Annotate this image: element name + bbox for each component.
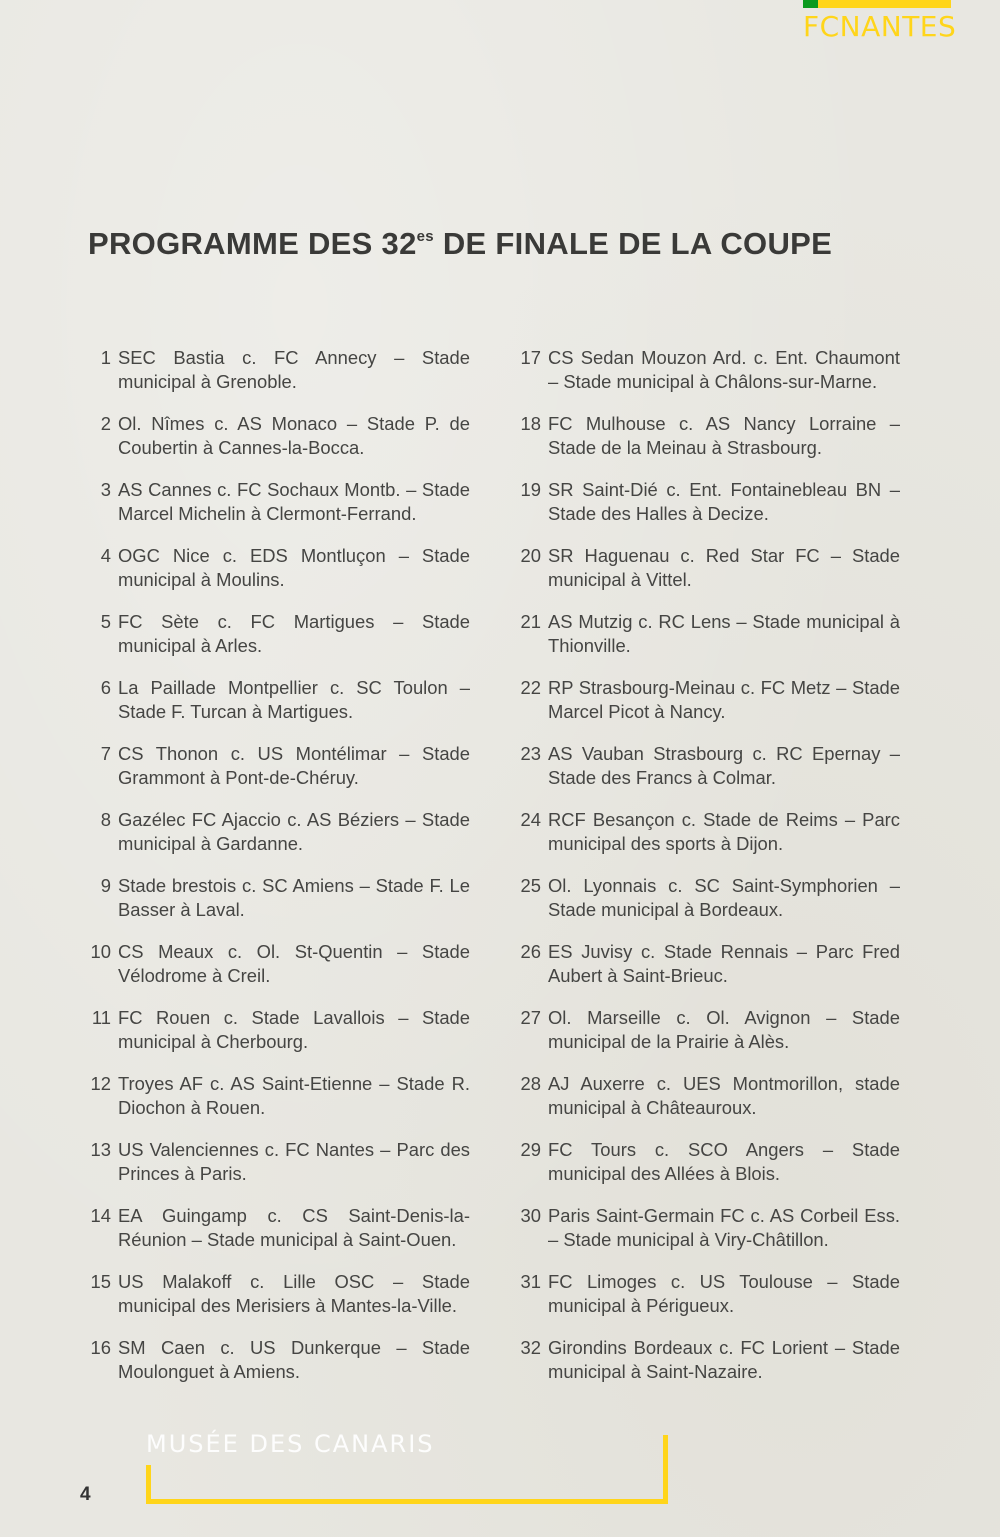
match-item	[80, 478, 470, 525]
match-item	[510, 346, 900, 393]
match-text: Troyes AF c. AS Saint-Etienne – Stade R. Diochon à Rouen.	[118, 1073, 470, 1118]
match-number: 9	[100, 875, 111, 896]
match-text: FC Rouen c. Stade Lavallois – Stade municipal à Cherbourg.	[118, 1007, 470, 1052]
match-text: CS Thonon c. US Montélimar – Stade Grammont à Pont-de-Chéruy.	[118, 743, 470, 788]
match-number: 19	[520, 479, 541, 500]
match-text: FC Sète c. FC Martigues – Stade municipal à Arles.	[118, 611, 470, 656]
brand-name: FCNANTES	[803, 10, 957, 43]
matches-right-column	[510, 346, 900, 1402]
match-number: 2	[100, 413, 111, 434]
match-item	[510, 676, 900, 723]
match-item	[510, 874, 900, 921]
match-number: 31	[520, 1271, 541, 1292]
title-prefix: PROGRAMME DES 32	[88, 226, 417, 261]
match-item	[80, 1204, 470, 1251]
match-item	[80, 676, 470, 723]
match-number: 13	[90, 1139, 111, 1160]
matches-left-column	[80, 346, 470, 1402]
match-text: Ol. Lyonnais c. SC Saint-Symphorien – Stade municipal à Bordeaux.	[548, 875, 900, 920]
match-text: AS Mutzig c. RC Lens – Stade municipal à Thionville.	[548, 611, 900, 656]
match-number: 25	[520, 875, 541, 896]
match-item	[80, 1138, 470, 1185]
match-text: CS Sedan Mouzon Ard. c. Ent. Chaumont – Stade municipal à Châlons-sur-Marne.	[548, 347, 900, 392]
match-item	[80, 808, 470, 855]
match-number: 22	[520, 677, 541, 698]
match-item	[80, 610, 470, 657]
page-title	[88, 226, 898, 262]
match-number: 8	[100, 809, 111, 830]
match-number: 16	[90, 1337, 111, 1358]
match-item	[510, 1204, 900, 1251]
match-item	[80, 412, 470, 459]
match-text: OGC Nice c. EDS Montluçon – Stade municipal à Moulins.	[118, 545, 470, 590]
match-text: US Malakoff c. Lille OSC – Stade municipal des Merisiers à Mantes-la-Ville.	[118, 1271, 470, 1316]
match-item	[80, 742, 470, 789]
match-item	[510, 940, 900, 987]
match-item	[510, 412, 900, 459]
match-number: 10	[90, 941, 111, 962]
match-number: 17	[520, 347, 541, 368]
match-number: 24	[520, 809, 541, 830]
match-item	[510, 1006, 900, 1053]
match-text: CS Meaux c. Ol. St-Quentin – Stade Vélodrome à Creil.	[118, 941, 470, 986]
match-text: ES Juvisy c. Stade Rennais – Parc Fred Aubert à Saint-Brieuc.	[548, 941, 900, 986]
match-item	[510, 478, 900, 525]
match-text: AS Vauban Strasbourg c. RC Epernay – Stade des Francs à Colmar.	[548, 743, 900, 788]
title-superscript: es	[416, 228, 434, 245]
match-item	[510, 1336, 900, 1383]
match-number: 27	[520, 1007, 541, 1028]
match-text: AJ Auxerre c. UES Montmorillon, stade municipal à Châteauroux.	[548, 1073, 900, 1118]
match-item	[510, 808, 900, 855]
match-text: Paris Saint-Germain FC c. AS Corbeil Ess. – Stade municipal à Viry-Châtillon.	[548, 1205, 900, 1250]
brand-yellow-stripe	[818, 0, 951, 8]
match-text: Ol. Marseille c. Ol. Avignon – Stade municipal de la Prairie à Alès.	[548, 1007, 900, 1052]
match-text: EA Guingamp c. CS Saint-Denis-la-Réunion – Stade municipal à Saint-Ouen.	[118, 1205, 470, 1250]
watermark-text: MUSÉE DES CANARIS	[146, 1430, 435, 1458]
match-number: 14	[90, 1205, 111, 1226]
match-text: Stade brestois c. SC Amiens – Stade F. Le Basser à Laval.	[118, 875, 470, 920]
fc-nantes-logo	[803, 0, 957, 43]
match-item	[510, 544, 900, 591]
brand-green-stripe	[803, 0, 818, 8]
match-number: 15	[90, 1271, 111, 1292]
match-number: 18	[520, 413, 541, 434]
match-number: 5	[100, 611, 111, 632]
match-number: 20	[520, 545, 541, 566]
match-number: 30	[520, 1205, 541, 1226]
match-number: 3	[100, 479, 111, 500]
match-item	[80, 544, 470, 591]
match-item	[80, 940, 470, 987]
match-item	[80, 1006, 470, 1053]
match-text: SR Haguenau c. Red Star FC – Stade municipal à Vittel.	[548, 545, 900, 590]
match-number: 1	[100, 347, 111, 368]
match-number: 28	[520, 1073, 541, 1094]
match-text: FC Mulhouse c. AS Nancy Lorraine – Stade de la Meinau à Strasbourg.	[548, 413, 900, 458]
match-item	[80, 1270, 470, 1317]
brand-color-bar	[803, 0, 951, 8]
match-text: SR Saint-Dié c. Ent. Fontainebleau BN – Stade des Halles à Decize.	[548, 479, 900, 524]
match-number: 6	[100, 677, 111, 698]
match-text: La Paillade Montpellier c. SC Toulon – Stade F. Turcan à Martigues.	[118, 677, 470, 722]
match-text: FC Limoges c. US Toulouse – Stade municipal à Périgueux.	[548, 1271, 900, 1316]
page-number: 4	[80, 1484, 91, 1505]
match-text: RP Strasbourg-Meinau c. FC Metz – Stade Marcel Picot à Nancy.	[548, 677, 900, 722]
title-suffix: DE FINALE DE LA COUPE	[433, 226, 833, 261]
match-item	[510, 1270, 900, 1317]
match-number: 7	[100, 743, 111, 764]
match-number: 21	[520, 611, 541, 632]
match-number: 29	[520, 1139, 541, 1160]
match-text: Girondins Bordeaux c. FC Lorient – Stade municipal à Saint-Nazaire.	[548, 1337, 900, 1382]
match-text: Ol. Nîmes c. AS Monaco – Stade P. de Coubertin à Cannes-la-Bocca.	[118, 413, 470, 458]
match-item	[510, 1072, 900, 1119]
match-text: Gazélec FC Ajaccio c. AS Béziers – Stade municipal à Gardanne.	[118, 809, 470, 854]
match-number: 26	[520, 941, 541, 962]
match-item	[80, 874, 470, 921]
match-number: 4	[100, 545, 111, 566]
match-text: AS Cannes c. FC Sochaux Montb. – Stade Marcel Michelin à Clermont-Ferrand.	[118, 479, 470, 524]
match-item	[510, 1138, 900, 1185]
match-item	[510, 610, 900, 657]
match-number: 11	[91, 1007, 111, 1028]
match-item	[80, 346, 470, 393]
match-number: 23	[520, 743, 541, 764]
match-text: SM Caen c. US Dunkerque – Stade Moulonguet à Amiens.	[118, 1337, 470, 1382]
match-item	[510, 742, 900, 789]
match-text: RCF Besançon c. Stade de Reims – Parc municipal des sports à Dijon.	[548, 809, 900, 854]
match-item	[80, 1072, 470, 1119]
match-number: 32	[520, 1337, 541, 1358]
match-text: US Valenciennes c. FC Nantes – Parc des Princes à Paris.	[118, 1139, 470, 1184]
match-text: FC Tours c. SCO Angers – Stade municipal des Allées à Blois.	[548, 1139, 900, 1184]
match-text: SEC Bastia c. FC Annecy – Stade municipal à Grenoble.	[118, 347, 470, 392]
match-number: 12	[90, 1073, 111, 1094]
match-item	[80, 1336, 470, 1383]
